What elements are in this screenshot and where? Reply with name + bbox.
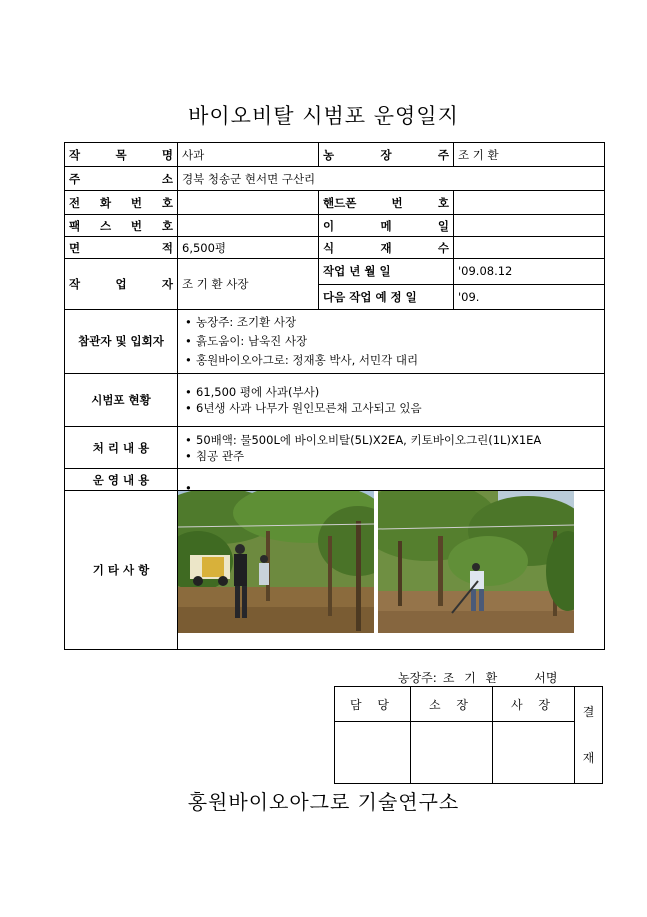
document-title: 바이오비탈 시범포 운영일지 xyxy=(188,104,459,128)
mobile-value xyxy=(454,191,605,215)
row-status xyxy=(65,373,605,426)
farm-owner-signoff xyxy=(398,669,557,686)
list-item: • 61,500 평에 사과(부사) xyxy=(196,384,600,400)
work-date-label: 작업 년 월 일 xyxy=(319,259,454,284)
approval-cell-director xyxy=(411,722,493,784)
row-operation xyxy=(65,469,605,491)
photo-area xyxy=(178,491,604,647)
trees-label: 식 재 수 xyxy=(319,237,454,259)
approval-header-president: 사 장 xyxy=(493,687,575,722)
list-item: • 6년생 사과 나무가 원인모른채 고사되고 있음 xyxy=(196,400,600,416)
fax-label: 팩 스 번 호 xyxy=(65,215,178,237)
row-crop xyxy=(65,143,605,167)
row-treatment xyxy=(65,427,605,469)
approval-side-bottom: 재 xyxy=(582,751,595,765)
approval-header-manager: 담 당 xyxy=(335,687,411,722)
approval-side-label xyxy=(575,687,603,784)
approval-side-top: 결 xyxy=(582,705,595,719)
orchard-photo-left xyxy=(178,491,374,633)
worker-label: 작 업 자 xyxy=(65,259,178,309)
address-value: 경북 청송군 현서면 구산리 xyxy=(178,167,605,191)
row-area xyxy=(65,237,605,259)
participants-list xyxy=(182,313,600,370)
farm-owner-label: 농 장 주 xyxy=(319,143,454,167)
row-remarks xyxy=(65,491,605,650)
orchard-photo-left-image xyxy=(178,491,374,633)
row-participants xyxy=(65,309,605,373)
participants-cell xyxy=(178,309,605,373)
approval-header-director: 소 장 xyxy=(411,687,493,722)
owner-label: 농장주: xyxy=(398,671,437,685)
row-fax xyxy=(65,215,605,237)
operation-log-form xyxy=(64,142,605,650)
status-cell xyxy=(178,373,605,426)
status-label: 시범포 현황 xyxy=(65,373,178,426)
list-item: • 흙도움이: 남욱진 사장 xyxy=(196,332,600,351)
treatment-label: 처 리 내 용 xyxy=(65,427,178,469)
email-label: 이 메 일 xyxy=(319,215,454,237)
operation-cell xyxy=(178,469,605,491)
address-label: 주 소 xyxy=(65,167,178,191)
farm-owner-value: 조 기 환 xyxy=(454,143,605,167)
remarks-label: 기 타 사 항 xyxy=(65,491,178,650)
worker-value: 조 기 환 사장 xyxy=(178,259,319,309)
email-value xyxy=(454,215,605,237)
area-label: 면 적 xyxy=(65,237,178,259)
remarks-cell xyxy=(178,491,605,650)
organization-footer: 홍원바이오아그로 기술연구소 xyxy=(187,790,460,814)
work-date-value: '09.08.12 xyxy=(454,259,605,284)
owner-name: 조 기 환 xyxy=(442,671,501,685)
next-date-value: '09. xyxy=(454,284,605,309)
approval-cell-manager xyxy=(335,722,411,784)
treatment-cell xyxy=(178,427,605,469)
sign-label: 서명 xyxy=(534,671,558,685)
approval-cell-president xyxy=(493,722,575,784)
crop-label: 작 목 명 xyxy=(65,143,178,167)
list-item: • 50배액: 물500L에 바이오비탈(5L)X2EA, 키토바이오그린(1L)X1EA xyxy=(196,432,600,448)
list-item: • 홍원바이오아그로: 정재홍 박사, 서민각 대리 xyxy=(196,351,600,370)
row-worker xyxy=(65,259,605,284)
orchard-photo-right xyxy=(378,491,574,633)
row-phone xyxy=(65,191,605,215)
next-date-label: 다음 작업 예 정 일 xyxy=(319,284,454,309)
area-value: 6,500평 xyxy=(178,237,319,259)
participants-label: 참관자 및 입회자 xyxy=(65,309,178,373)
list-item: • 침공 관주 xyxy=(196,448,600,464)
treatment-list xyxy=(182,432,600,464)
list-item: • 농장주: 조기환 사장 xyxy=(196,313,600,332)
crop-value: 사과 xyxy=(178,143,319,167)
approval-box xyxy=(334,686,603,784)
trees-value xyxy=(454,237,605,259)
phone-value xyxy=(178,191,319,215)
status-list xyxy=(182,384,600,416)
orchard-photo-right-image xyxy=(378,491,574,633)
fax-value xyxy=(178,215,319,237)
mobile-label: 핸드폰 번 호 xyxy=(319,191,454,215)
phone-label: 전 화 번 호 xyxy=(65,191,178,215)
row-address xyxy=(65,167,605,191)
operation-label: 운 영 내 용 xyxy=(65,469,178,491)
